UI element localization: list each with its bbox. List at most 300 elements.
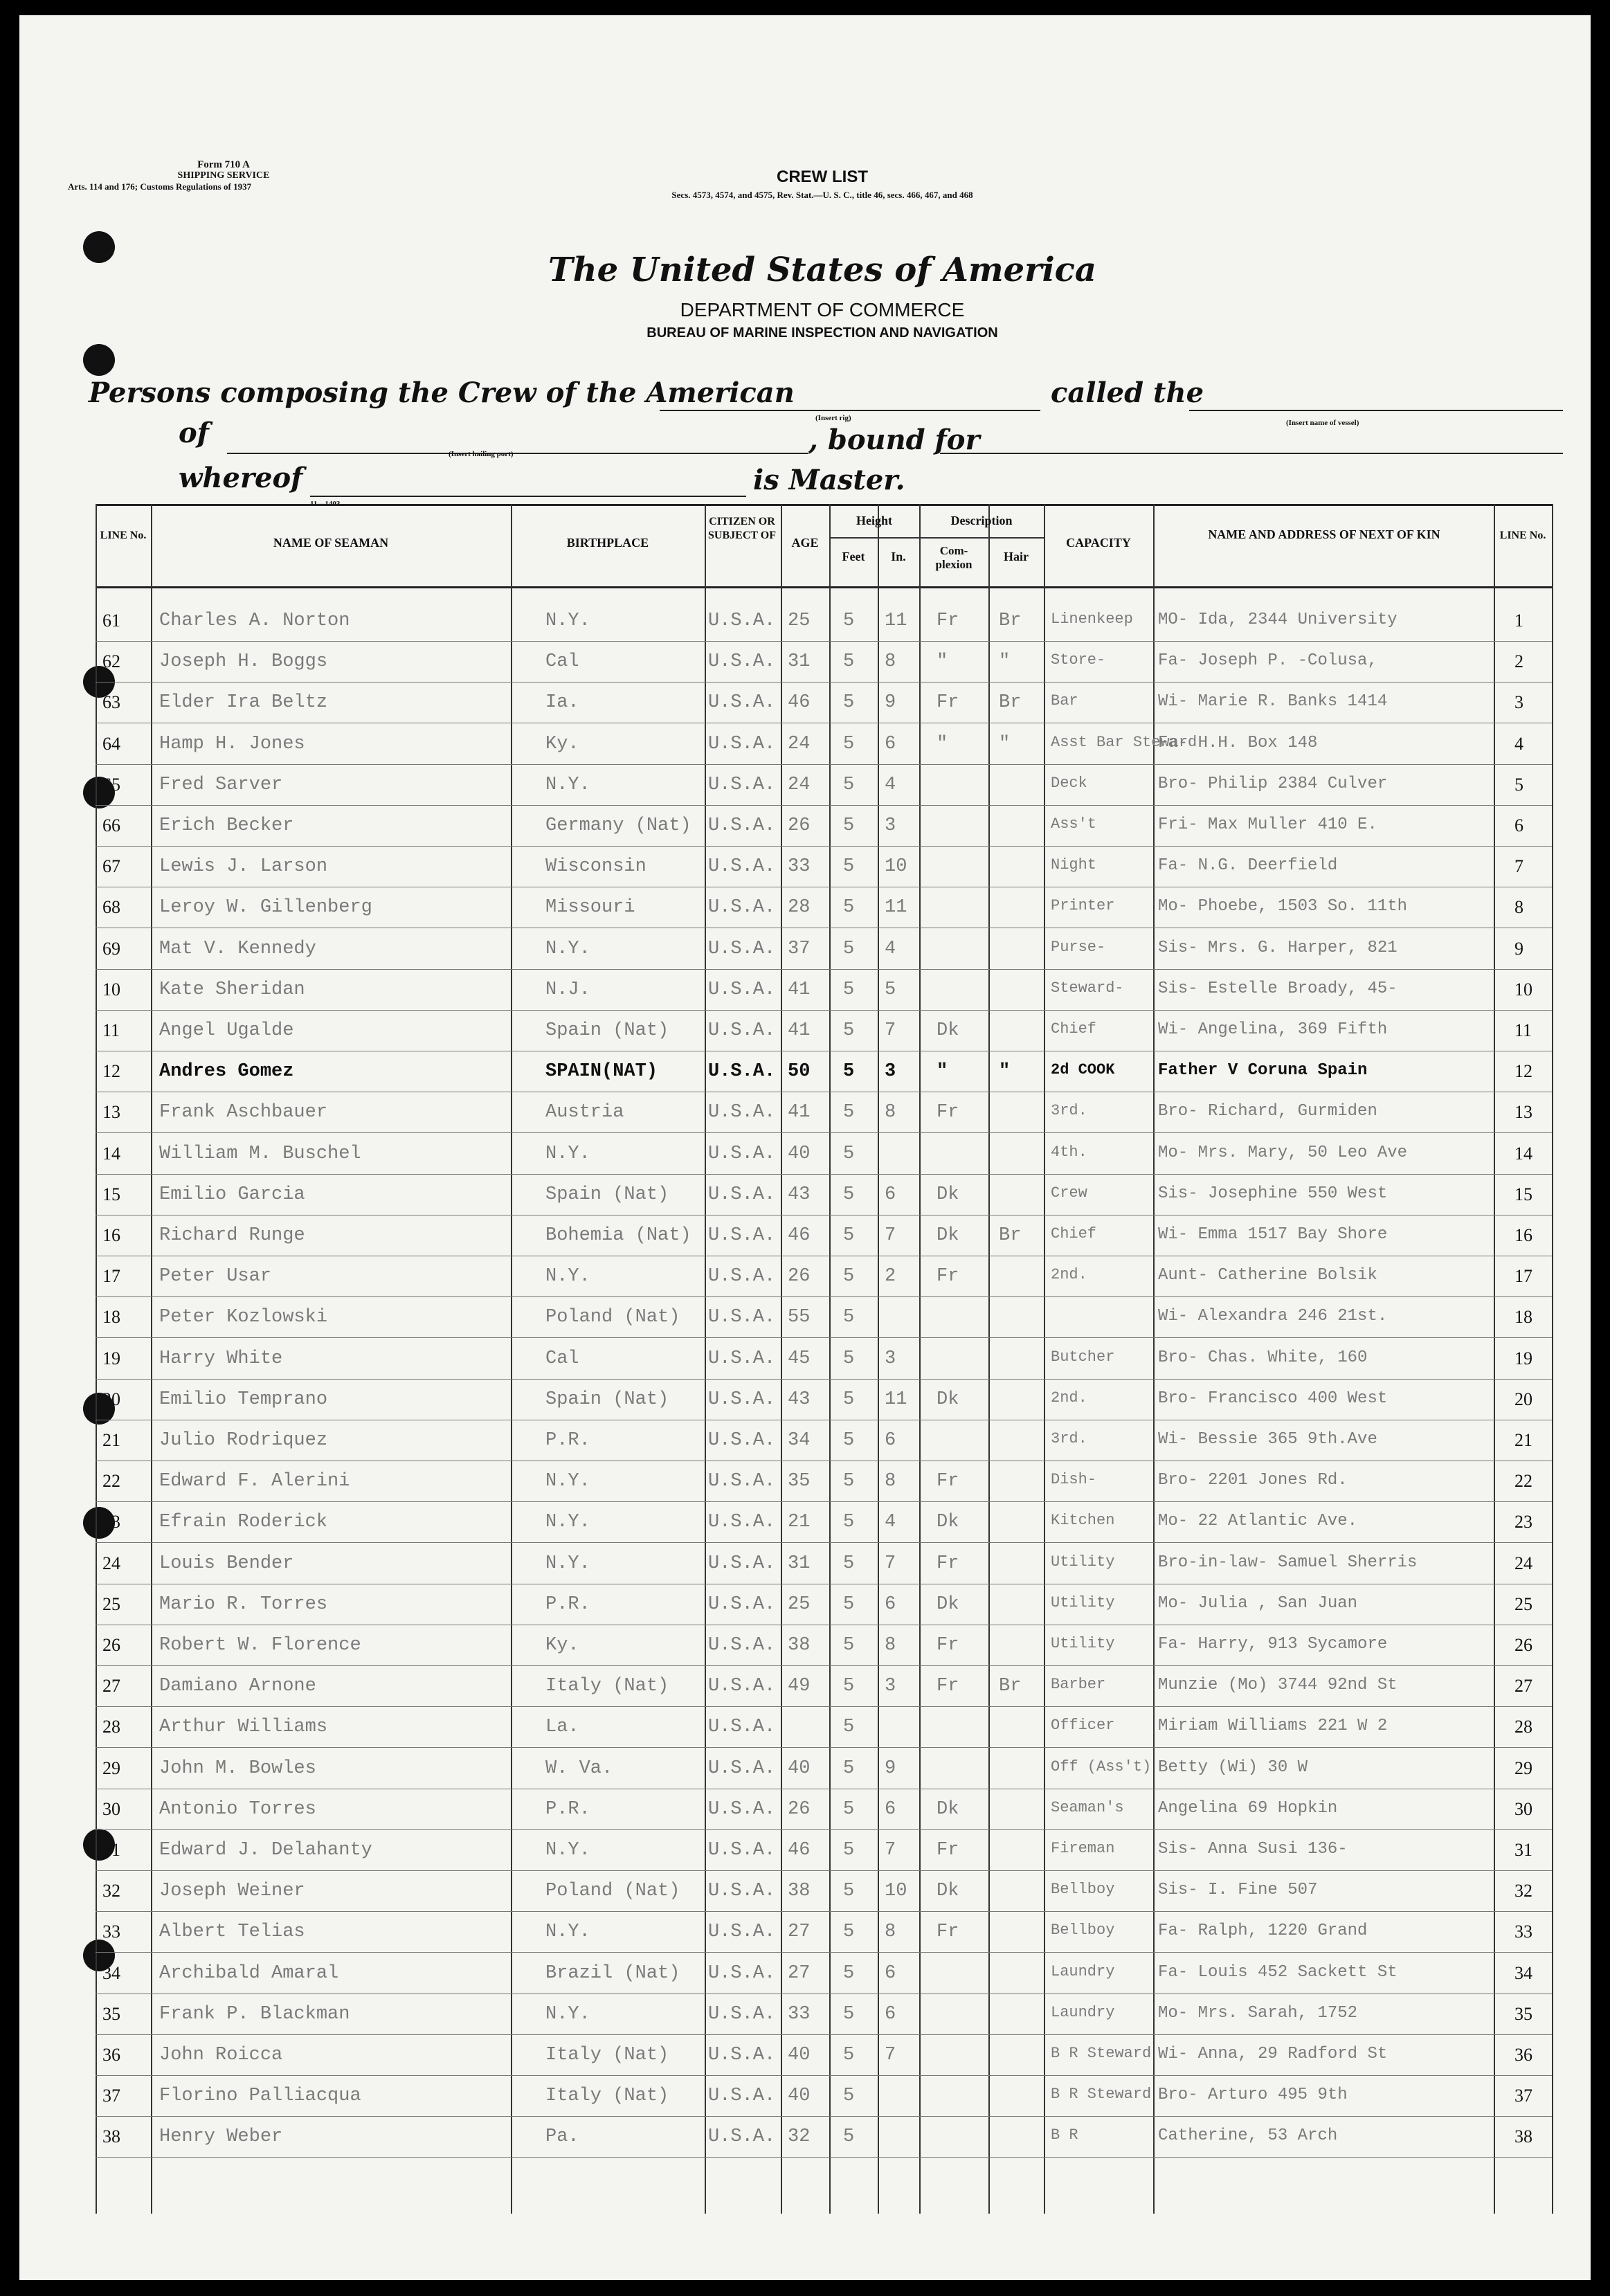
row-divider [96,1911,1552,1912]
table-cell-age: 27 [788,1962,811,1984]
table-cell-cit: U.S.A. [708,1798,776,1820]
table-cell-cit: U.S.A. [708,1471,776,1492]
table-cell-cap: Asst Bar Steward [1051,733,1197,751]
header-age: AGE [791,536,819,550]
table-cell-birth: N.Y. [545,1553,590,1574]
table-cell-in: 6 [885,1798,896,1820]
table-cell-right: 2 [1514,651,1523,672]
vessel-field-line[interactable] [1189,410,1563,411]
table-cell-cap: B R Steward [1051,2045,1152,2062]
port-field-line[interactable] [227,453,808,454]
table-cell-ft: 5 [843,1881,855,1902]
preamble-persons: Persons composing the Crew of the American [89,377,795,409]
table-cell-age: 43 [788,1184,811,1205]
table-cell-right: 15 [1514,1184,1532,1204]
table-cell-kin: Sis- Mrs. G. Harper, 821 [1158,938,1398,957]
table-cell-kin: Wi- Angelina, 369 Fifth [1158,1020,1388,1039]
table-cell-ft: 5 [843,1962,855,1984]
table-cell-ft: 5 [843,774,855,795]
table-cell-cit: U.S.A. [708,1307,776,1328]
table-cell-ft: 5 [843,2003,855,2025]
table-cell-birth: Spain (Nat) [545,1184,669,1205]
table-cell-right: 35 [1514,2003,1532,2024]
table-cell-cit: U.S.A. [708,1717,776,1738]
table-cell-name: Damiano Arnone [159,1676,316,1697]
crew-table [96,504,1552,2234]
table-cell-kin: Mo- Julia , San Juan [1158,1593,1358,1613]
table-cell-comp: " [937,651,948,673]
table-cell-cit: U.S.A. [708,815,776,836]
table-cell-age: 24 [788,774,811,795]
table-cell-age: 41 [788,1102,811,1123]
table-cell-birth: W. Va. [545,1757,613,1779]
table-cell-kin: Fri- Max Muller 410 E. [1158,815,1377,834]
table-cell-name: William M. Buschel [159,1143,361,1164]
table-cell-name: Robert W. Florence [159,1635,361,1656]
header-description: Description [950,514,1013,527]
table-cell-name: Andres Gomez [159,1061,294,1083]
table-cell-in: 7 [885,1840,896,1861]
table-cell-cit: U.S.A. [708,1143,776,1164]
table-cell-kin: Sis- I. Fine 507 [1158,1881,1318,1900]
row-divider [96,1296,1552,1297]
table-cell-ft: 5 [843,1389,855,1410]
table-cell-cap: Bar [1051,692,1078,710]
table-cell-left: 64 [102,733,120,754]
table-cell-kin: Mo- Mrs. Mary, 50 Leo Ave [1158,1143,1408,1162]
table-cell-left: 69 [102,938,120,959]
table-cell-birth: Ia. [545,692,579,714]
table-cell-cit: U.S.A. [708,1020,776,1041]
table-cell-in: 7 [885,1553,896,1574]
table-cell-name: Frank Aschbauer [159,1102,328,1123]
table-cell-left: 21 [102,1430,120,1450]
table-cell-left: 61 [102,611,120,631]
table-cell-age: 33 [788,856,811,878]
table-cell-cit: U.S.A. [708,1266,776,1287]
table-cell-cit: U.S.A. [708,692,776,714]
table-cell-left: 10 [102,979,120,1000]
table-cell-right: 11 [1514,1020,1532,1040]
table-cell-age: 33 [788,2003,811,2025]
table-cell-comp: Fr [937,1676,959,1697]
table-cell-cap: 2nd. [1051,1266,1087,1284]
table-cell-right: 30 [1514,1798,1532,1819]
table-cell-ft: 5 [843,733,855,754]
table-cell-ft: 5 [843,897,855,919]
table-cell-name: Mat V. Kennedy [159,938,316,959]
table-cell-cap: Linenkeep [1051,611,1133,628]
table-cell-ft: 5 [843,1061,855,1083]
preamble-whereof: whereof [179,462,303,494]
table-cell-kin: Bro-in-law- Samuel Sherris [1158,1553,1418,1572]
table-cell-comp: " [937,733,948,754]
table-cell-right: 16 [1514,1225,1532,1245]
table-cell-birth: Italy (Nat) [545,2045,669,2066]
row-divider [96,1952,1552,1953]
table-cell-name: Mario R. Torres [159,1593,328,1615]
table-cell-left: 14 [102,1143,120,1164]
table-cell-left: 28 [102,1717,120,1737]
table-cell-right: 36 [1514,2045,1532,2065]
table-cell-in: 7 [885,2045,896,2066]
table-cell-birth: N.Y. [545,938,590,959]
table-cell-left: 37 [102,2086,120,2106]
table-cell-birth: Poland (Nat) [545,1881,680,1902]
table-cell-cit: U.S.A. [708,897,776,919]
table-cell-cit: U.S.A. [708,979,776,1000]
punch-hole [83,231,115,263]
table-cell-age: 26 [788,815,811,836]
table-cell-ft: 5 [843,1143,855,1164]
table-cell-ft: 5 [843,1553,855,1574]
table-cell-name: Edward F. Alerini [159,1471,350,1492]
table-cell-name: Archibald Amaral [159,1962,339,1984]
table-cell-right: 3 [1514,692,1523,713]
table-cell-cap: 4th. [1051,1143,1087,1161]
table-cell-kin: Bro- Philip 2384 Culver [1158,774,1388,793]
table-cell-age: 49 [788,1676,811,1697]
table-cell-left: 17 [102,1266,120,1287]
table-cell-left: 22 [102,1471,120,1492]
table-cell-right: 27 [1514,1676,1532,1697]
header-line-no: LINE No. [100,530,147,541]
header-hair: Hair [1004,550,1029,563]
table-cell-age: 27 [788,1922,811,1943]
table-cell-cap: B R Steward [1051,2086,1152,2104]
row-divider [96,1665,1552,1666]
table-cell-age: 37 [788,938,811,959]
table-cell-kin: Wi- Anna, 29 Radford St [1158,2045,1388,2063]
table-cell-cap: Ass't [1051,815,1097,833]
table-cell-left: 26 [102,1635,120,1655]
table-cell-left: 29 [102,1757,120,1778]
table-cell-birth: Bohemia (Nat) [545,1225,691,1246]
table-cell-comp: Fr [937,611,959,631]
table-cell-right: 8 [1514,897,1523,918]
table-cell-name: Richard Runge [159,1225,305,1246]
insert-port-note: (Insert hailing port) [449,450,514,458]
rig-field-line[interactable] [660,410,1040,411]
table-cell-ft: 5 [843,1266,855,1287]
row-divider [96,1870,1552,1871]
table-cell-birth: Missouri [545,897,635,919]
table-cell-name: Emilio Temprano [159,1389,328,1410]
table-cell-ft: 5 [843,938,855,959]
table-cell-birth: La. [545,1717,579,1738]
table-cell-left: 24 [102,1553,120,1573]
row-divider [96,846,1552,847]
table-cell-name: Harry White [159,1348,283,1369]
table-cell-name: Peter Usar [159,1266,272,1287]
table-cell-kin: Bro- Chas. White, 160 [1158,1348,1368,1367]
table-cell-in: 6 [885,1430,896,1451]
table-cell-hair: Br [999,1225,1022,1246]
table-cell-kin: Wi- Emma 1517 Bay Shore [1158,1225,1388,1244]
table-cell-cap: 2d COOK [1051,1061,1115,1079]
preamble-called-the: called the [1051,377,1204,409]
table-cell-in: 2 [885,1266,896,1287]
table-cell-age: 45 [788,1348,811,1369]
table-cell-kin: Bro- Arturo 495 9th [1158,2086,1348,2105]
table-cell-right: 20 [1514,1389,1532,1409]
table-cell-birth: Italy (Nat) [545,2086,669,2107]
table-cell-right: 28 [1514,1717,1532,1737]
table-cell-left: 13 [102,1102,120,1123]
table-cell-ft: 5 [843,1225,855,1246]
table-cell-right: 10 [1514,979,1532,1000]
table-cell-birth: P.R. [545,1798,590,1820]
table-cell-birth: Ky. [545,1635,579,1656]
table-cell-cap: Kitchen [1051,1512,1115,1530]
table-cell-ft: 5 [843,692,855,714]
table-cell-cit: U.S.A. [708,1676,776,1697]
table-cell-cap: Chief [1051,1020,1097,1038]
table-cell-birth: Pa. [545,2126,579,2148]
table-cell-cap: Fireman [1051,1840,1115,1857]
table-cell-in: 6 [885,1593,896,1615]
table-cell-right: 29 [1514,1757,1532,1778]
table-cell-in: 3 [885,1061,896,1083]
table-cell-in: 3 [885,815,896,836]
table-cell-hair: Br [999,1676,1022,1697]
table-cell-birth: Austria [545,1102,624,1123]
table-cell-in: 7 [885,1020,896,1041]
table-cell-age: 32 [788,2126,811,2148]
table-cell-ft: 5 [843,2086,855,2107]
insert-rig-note: (Insert rig) [815,414,851,422]
table-cell-cit: U.S.A. [708,2003,776,2025]
table-cell-birth: Cal [545,1348,579,1369]
table-cell-kin: Aunt- Catherine Bolsik [1158,1266,1377,1285]
table-cell-comp: Fr [937,1840,959,1861]
table-cell-birth: N.Y. [545,1143,590,1164]
table-cell-birth: N.Y. [545,2003,590,2025]
table-cell-ft: 5 [843,1676,855,1697]
crew-list-title: CREW LIST [777,168,868,186]
table-cell-birth: N.Y. [545,1840,590,1861]
table-cell-name: Lewis J. Larson [159,856,328,878]
table-cell-kin: Sis- Estelle Broady, 45- [1158,979,1398,998]
table-cell-ft: 5 [843,856,855,878]
table-cell-name: John M. Bowles [159,1757,316,1779]
table-cell-age: 43 [788,1389,811,1410]
table-cell-name: Angel Ugalde [159,1020,294,1041]
form-service: SHIPPING SERVICE [177,170,270,181]
table-cell-cap: Dish- [1051,1471,1097,1489]
table-cell-cit: U.S.A. [708,938,776,959]
table-cell-in: 4 [885,1512,896,1533]
table-cell-kin: Munzie (Mo) 3744 92nd St [1158,1676,1398,1695]
table-cell-in: 3 [885,1348,896,1369]
table-cell-age: 21 [788,1512,811,1533]
table-cell-age: 24 [788,733,811,754]
table-cell-cit: U.S.A. [708,1102,776,1123]
table-cell-ft: 5 [843,1102,855,1123]
table-cell-left: 11 [102,1020,120,1040]
header-feet: Feet [842,550,865,563]
table-cell-in: 6 [885,2003,896,2025]
row-divider [96,1337,1552,1338]
table-cell-age: 40 [788,1757,811,1779]
table-cell-ft: 5 [843,1717,855,1738]
table-cell-age: 28 [788,897,811,919]
table-cell-birth: N.Y. [545,1512,590,1533]
row-divider [96,2116,1552,2117]
table-cell-age: 41 [788,979,811,1000]
table-cell-birth: Spain (Nat) [545,1389,669,1410]
table-cell-comp: " [937,1061,948,1083]
crew-list-sheet [19,15,1591,2280]
table-cell-name: Arthur Williams [159,1717,328,1738]
table-cell-age: 41 [788,1020,811,1041]
master-field-line[interactable] [310,496,746,497]
table-cell-hair: " [999,733,1011,754]
table-cell-cit: U.S.A. [708,1430,776,1451]
table-cell-cap: B R [1051,2126,1078,2144]
table-cell-cap: Printer [1051,897,1115,915]
punch-hole [83,344,115,376]
table-cell-cit: U.S.A. [708,1593,776,1615]
table-cell-name: Hamp H. Jones [159,733,305,754]
table-cell-name: Joseph H. Boggs [159,651,328,673]
table-cell-name: Kate Sheridan [159,979,305,1000]
preamble-is-master: is Master. [753,464,905,496]
preamble-bound-for: , bound for [808,424,980,456]
table-cell-cap: Night [1051,856,1097,874]
table-cell-cit: U.S.A. [708,651,776,673]
table-cell-ft: 5 [843,2126,855,2148]
destination-field-line[interactable] [940,453,1563,454]
table-cell-left: 35 [102,2003,120,2024]
table-cell-right: 17 [1514,1266,1532,1287]
table-cell-in: 10 [885,1881,907,1902]
table-cell-kin: Fa- Ralph, 1220 Grand [1158,1922,1368,1941]
table-cell-cit: U.S.A. [708,1225,776,1246]
table-cell-ft: 5 [843,611,855,631]
table-cell-comp: Dk [937,1389,959,1410]
table-cell-age: 38 [788,1635,811,1656]
table-cell-age: 55 [788,1307,811,1328]
table-cell-kin: Betty (Wi) 30 W [1158,1757,1308,1777]
table-cell-right: 19 [1514,1348,1532,1368]
table-cell-kin: Sis- Anna Susi 136- [1158,1840,1348,1859]
table-cell-cap: Butcher [1051,1348,1115,1366]
table-cell-in: 8 [885,1471,896,1492]
table-cell-ft: 5 [843,1798,855,1820]
table-cell-in: 5 [885,979,896,1000]
row-divider [96,1542,1552,1543]
row-divider [96,1747,1552,1748]
row-divider [96,682,1552,683]
header-citizen: CITIZEN OR SUBJECT OF [708,516,776,541]
table-cell-kin: MO- Ida, 2344 University [1158,611,1398,629]
table-cell-age: 31 [788,1553,811,1574]
table-cell-cap: Purse- [1051,938,1106,956]
table-cell-kin: Fa- Louis 452 Sackett St [1158,1962,1398,1982]
header-height: Height [856,514,892,527]
table-cell-in: 3 [885,1676,896,1697]
table-cell-cap: Bellboy [1051,1922,1115,1940]
table-cell-ft: 5 [843,1922,855,1943]
table-cell-ft: 5 [843,1184,855,1205]
table-cell-ft: 5 [843,651,855,673]
table-cell-kin: Bro- 2201 Jones Rd. [1158,1471,1348,1490]
table-cell-in: 8 [885,1102,896,1123]
table-cell-hair: " [999,1061,1011,1083]
table-cell-age: 38 [788,1881,811,1902]
table-cell-age: 46 [788,1840,811,1861]
table-cell-name: Louis Bender [159,1553,294,1574]
table-cell-cap: Off (Ass't) [1051,1757,1152,1775]
table-cell-cap: 3rd. [1051,1430,1087,1447]
table-cell-left: 68 [102,897,120,918]
header-kin: NAME AND ADDRESS OF NEXT OF KIN [1208,527,1440,541]
table-cell-birth: Poland (Nat) [545,1307,680,1328]
table-cell-cap: Utility [1051,1593,1115,1611]
table-cell-ft: 5 [843,979,855,1000]
table-cell-in: 11 [885,1389,907,1410]
table-cell-left: 62 [102,651,120,672]
table-cell-cit: U.S.A. [708,774,776,795]
table-cell-birth: P.R. [545,1430,590,1451]
table-cell-right: 6 [1514,815,1523,835]
table-cell-right: 37 [1514,2086,1532,2106]
table-cell-right: 18 [1514,1307,1532,1328]
table-cell-right: 24 [1514,1553,1532,1573]
table-cell-ft: 5 [843,1471,855,1492]
table-cell-in: 8 [885,1635,896,1656]
table-cell-name: John Roicca [159,2045,283,2066]
table-cell-cap: Seaman's [1051,1798,1124,1816]
table-cell-name: Efrain Roderick [159,1512,328,1533]
table-cell-cap: Officer [1051,1717,1115,1735]
table-cell-in: 6 [885,1962,896,1984]
table-cell-birth: N.Y. [545,1266,590,1287]
table-cell-age: 26 [788,1798,811,1820]
table-cell-age: 25 [788,1593,811,1615]
table-cell-cit: U.S.A. [708,2045,776,2066]
table-cell-birth: Cal [545,651,579,673]
table-cell-name: Julio Rodriquez [159,1430,328,1451]
table-cell-cit: U.S.A. [708,1184,776,1205]
table-cell-name: Leroy W. Gillenberg [159,897,372,919]
table-cell-hair: Br [999,692,1022,714]
table-cell-cap: Store- [1051,651,1106,669]
table-cell-cit: U.S.A. [708,1512,776,1533]
table-cell-left: 36 [102,2045,120,2065]
table-cell-name: Emilio Garcia [159,1184,305,1205]
table-cell-birth: N.Y. [545,774,590,795]
table-cell-age: 31 [788,651,811,673]
table-cell-birth: Ky. [545,733,579,754]
table-cell-kin: Bro- Richard, Gurmiden [1158,1102,1377,1121]
table-cell-name: Florino Palliacqua [159,2086,361,2107]
table-cell-left: 34 [102,1962,120,1983]
table-cell-cit: U.S.A. [708,733,776,754]
table-cell-cap: Crew [1051,1184,1087,1202]
table-cell-name: Fred Sarver [159,774,283,795]
header-capacity: CAPACITY [1066,536,1131,550]
table-cell-kin: Angelina 69 Hopkin [1158,1798,1338,1818]
table-cell-comp: Dk [937,1225,959,1246]
table-cell-kin: Mo- Phoebe, 1503 So. 11th [1158,897,1408,916]
table-cell-right: 34 [1514,1962,1532,1983]
table-cell-right: 13 [1514,1102,1532,1123]
table-cell-right: 31 [1514,1840,1532,1860]
table-cell-birth: P.R. [545,1593,590,1615]
table-cell-in: 10 [885,856,907,878]
